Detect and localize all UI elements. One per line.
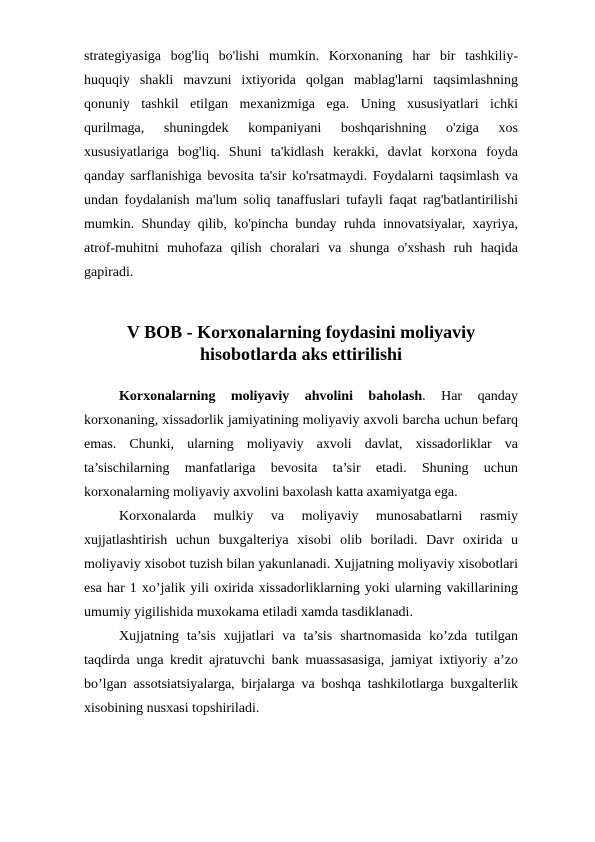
document-page	[84, 45, 518, 721]
chapter-title: V BOB - Korxonalarning foydasini moliyaviy hisobotlarda aks ettirilishi	[126, 322, 476, 364]
paragraph-2-rest: . Har qanday korxonaning, xissadorlik jamiyatining moliyaviy axvoli barcha uchun befarq emas. Chunki, ularning moliyaviy axvoli davlat, xissadorliklar va ta’sischilarning manfatlariga bevosita ta’sir etadi. Shuning uchun korxonalarning moliyaviy axvolini baxolash katta axamiyatga ega.	[84, 389, 518, 500]
paragraph-2	[84, 385, 518, 505]
paragraph-1: strategiyasiga bog'liq bo'lishi mumkin. Korxonaning har bir tashkiliy-huquqiy shakli mavzuni ixtiyorida qolgan mablag'larni taqsimlashning qonuniy tashkil etilgan mexanizmiga ega. Uning xususiyatlari ichki qurilmaga, shuningdek kompaniyani boshqarishning o'ziga xos xususiyatlariga bog'liq. Shuni ta'kidlash kerakki, davlat korxona foyda qanday sarflanishiga bevosita ta'sir ko'rsatmaydi. Foydalarni taqsimlash va undan foydalanish ma'lum soliq tanaffuslari tufayli faqat rag'batlantirilishi mumkin. Shunday qilib, ko'pincha bunday ruhda innovatsiyalar, xayriya, atrof-muhitni muhofaza qilish choralari va shunga o'xshash ruh haqida gapiradi.	[84, 49, 518, 280]
paragraph-3: Korxonalarda mulkiy va moliyaviy munosabatlarni rasmiy xujjatlashtirish uchun buxgalteriya xisobi olib boriladi. Davr oxirida u moliyaviy xisobot tuzish bilan yakunlanadi. Xujjatning moliyaviy xisobotlari esa har 1 xo’jalik yili oxirida xissadorliklarning yoki ularning vakillarining umumiy yigilishida muxokama etiladi xamda tasdiklanadi.	[84, 509, 518, 620]
paragraph-4: Xujjatning ta’sis xujjatlari va ta’sis shartnomasida ko’zda tutilgan taqdirda unga kredit ajratuvchi bank muassasasiga, jamiyat ixtiyoriy a’zo bo’lgan assotsiatsiyalarga, birjalarga va boshqa tashkilotlarga buxgalterlik xisobining nusxasi topshiriladi.	[84, 629, 518, 716]
paragraph-2-lead: Korxonalarning moliyaviy ahvolini baholash	[119, 389, 423, 404]
